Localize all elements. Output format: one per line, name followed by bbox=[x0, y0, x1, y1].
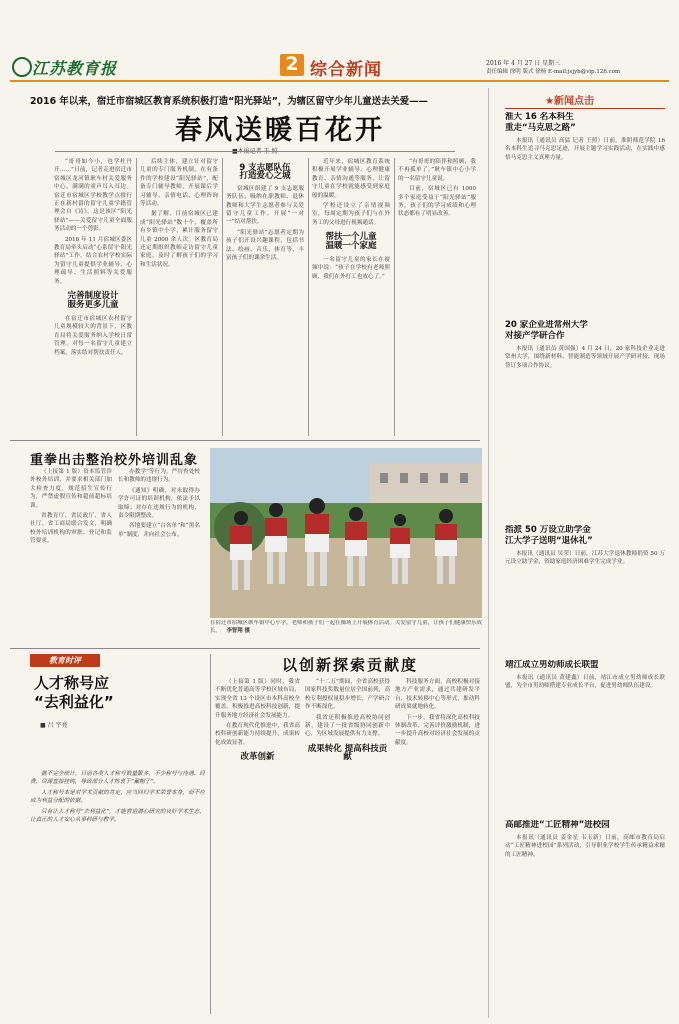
section-title: 综合新闻 bbox=[310, 60, 382, 80]
right-item bbox=[505, 320, 665, 515]
story2-headline: 重拳出击整治校外培训乱象 bbox=[30, 453, 199, 468]
news-photo bbox=[210, 448, 482, 618]
lead-headline: 春风送暖百花开 bbox=[175, 115, 385, 146]
story3-col-2 bbox=[305, 678, 390, 1013]
right-column-divider bbox=[488, 88, 489, 1018]
lead-col4-p2: 学校还设立了亲情视频室，每周定期为孩子们与在外务工的父母进行视频通话。 bbox=[312, 203, 390, 226]
story2-col1-p2: 省教育厅、省民政厅、省人社厅、省工商局联合发文，明确校外培训机构的审批、登记和监管要求。 bbox=[30, 513, 112, 545]
photo-credit: 李智翔 摄 bbox=[226, 627, 250, 634]
story3-col2-subhead: 成果转化 提高科技贡献 bbox=[307, 743, 388, 763]
story3-col1-subhead: 改革创新 bbox=[240, 752, 275, 763]
paper-logo-icon bbox=[12, 57, 32, 77]
lead-col3-p1: 宿城区组建了 9 支志愿服务队伍，吸纳在职教师、退休教师和大学生志愿者参与关爱留守儿童工作，开展“一对一”结对帮扶。 bbox=[226, 185, 304, 226]
lead-col1-subhead: 完善制度设计 服务更多儿童 bbox=[67, 291, 119, 310]
photo-caption-text: 在宿迁市宿城区耿车镇中心小学，老师和孩子们一起在操场上开展体育活动。关爱留守儿童，让孩子们健康快乐成长。 bbox=[210, 620, 482, 634]
story2-col2-p1: 办教学”等行为，严厉查处校长和教师的违规行为。 bbox=[118, 469, 200, 484]
lead-col-3 bbox=[226, 158, 304, 436]
right-item bbox=[505, 112, 665, 307]
right-item bbox=[505, 820, 665, 1010]
section-rule bbox=[10, 440, 480, 441]
lead-col4b-p1: 一名留守儿童的家长在视频中说：“孩子在学校有老师照顾，我们在外打工也放心了。” bbox=[312, 257, 390, 280]
lead-kicker: 2016 年以来，宿迁市宿城区教育系统积极打造“阳光驿站”，为辖区留守少年儿童送去关爱—— bbox=[30, 96, 428, 107]
story3-col1-p1: （上接第 1 版）同时，我省不断优化普通高等学校区域布局，实现全省 13 个设区市本科高校全覆盖。积极推进高校科技创新，提升服务地方经济社会发展能力。 bbox=[215, 679, 300, 719]
right-item-title: 20 家企业进常州大学 对接产学研合作 bbox=[505, 320, 588, 341]
comment-body-p3: 只有让人才称号“去利益化”，才能营造潜心研究的良好学术生态，让真正的人才安心从事科研与教学。 bbox=[30, 808, 205, 824]
right-item bbox=[505, 525, 665, 635]
story3-col2-p1: “十二五”期间，全省高校获得国家科技奖数量位居全国前列，高校专利授权量稳步增长，产学研合作不断深化。 bbox=[305, 679, 390, 711]
story3-headline: 以创新探索贡献度 bbox=[281, 656, 418, 674]
comment-body-p1: 据不完全统计，目前各类人才称号数量繁多，不少称号与待遇、经费、资源直接挂钩，导致部分人才热衷于“戴帽子”。 bbox=[30, 771, 205, 786]
story3-col-1 bbox=[215, 678, 300, 1013]
date-line: 2016 年 4 月 27 日 星期三 bbox=[486, 60, 561, 67]
news-click-tag: ★新闻点击 bbox=[545, 96, 594, 107]
right-item-body: 本报讯（通讯员 姜金星 韦玉新）日前，高邮市教育局启动“工匠精神进校园”系列活动，引导职业学校学生传承精益求精的工匠精神。 bbox=[505, 835, 665, 858]
paper-name: 江苏教育报 bbox=[32, 59, 118, 78]
lead-col4-subhead: 帮扶一个儿童 温暖一个家庭 bbox=[325, 232, 377, 251]
right-item-title: 淮大 16 名本科生 重走“马克思之路” bbox=[505, 112, 576, 133]
col-divider bbox=[222, 158, 223, 436]
lead-col1-p1: “哥哥如今小，也学杜丹开……”日前，记者走进宿迁市宿城区龙河镇耿车村关爱服务中心，满满的童声耳入耳边。宿迁市宿城区学校教学点推行正在新村留的留守儿童学籍管理会自《诗》。这是该区“阳光驿站”——关爱留守儿童全面服务活动的一个剪影。 bbox=[54, 159, 132, 233]
lead-col1-p2: 2016 年 11 月宿城区委区教育局牵头启动“心系留守·阳光驿站”工作，结合农村学校实际为留守儿童提供学业辅导、心理疏导、生活照料等关爱服务。 bbox=[54, 236, 132, 285]
story3-col3-p1: 科技服务方面，高校积极对接地方产业需求，通过共建研发平台、技术转移中心等形式，推动科研成果就地转化。 bbox=[395, 679, 480, 711]
story2-col-2 bbox=[118, 468, 200, 648]
lead-col3-p2: “阳光驿站”志愿者定期为孩子们开设兴趣课程，包括书法、绘画、音乐、体育等，丰富孩子们的课余生活。 bbox=[226, 229, 304, 262]
story2-col-1 bbox=[30, 468, 112, 648]
story3-col-3 bbox=[395, 678, 480, 1013]
lead-col3-subhead: 9 支志愿队伍 打造爱心之城 bbox=[239, 163, 291, 182]
story2-col2-p2: 《通知》明确，对未取得办学许可证的培训机构，依法予以取缔；对存在违规行为的机构，责令限期整改。 bbox=[118, 487, 200, 520]
lead-col-1 bbox=[54, 158, 132, 436]
news-click-rule bbox=[505, 108, 665, 109]
col-divider bbox=[308, 158, 309, 436]
story3-col2-p2: 我省还积极推进高校协同创新，建设了一批省级协同创新中心，为区域发展提供有力支撑。 bbox=[305, 714, 390, 738]
col-divider bbox=[136, 158, 137, 436]
photo-illustration bbox=[210, 448, 482, 618]
comment-tag: 教育时评 bbox=[49, 656, 81, 665]
right-item-body: 本报讯（通讯员 高猛 记者 王照）日前，淮阴师范学院 16 名本科生追寻马克思足迹，开展主题学习实践活动，在实践中感悟马克思主义真理力量。 bbox=[505, 138, 665, 161]
right-item bbox=[505, 660, 665, 810]
lead-col1b-p1: 在宿迁市宿城区农村留守儿童规模较大的背景下，区教育局将关爱服务纳入学校日常管理。对每一名留守儿童建立档案，落实结对帮扶责任人。 bbox=[54, 315, 132, 356]
page-number: 2 bbox=[285, 53, 299, 75]
comment-body bbox=[30, 770, 205, 1015]
lead-col-4 bbox=[312, 158, 390, 436]
lead-col-2 bbox=[140, 158, 218, 436]
comment-title: 人才称号应 “去利益化” bbox=[34, 674, 114, 711]
story3-col1-p2: 在教育现代化推进中，我省高校科研创新能力持续提升，成果转化成效显著。 bbox=[215, 723, 300, 746]
lead-col-5 bbox=[398, 158, 476, 436]
masthead bbox=[0, 0, 679, 88]
right-item-body: 本报讯（通讯员 黄国强）4 月 24 日，20 家科技企业走进常州大学，围绕新材料、智能制造等领域开展产学研对接，现场签订多项合作协议。 bbox=[505, 346, 665, 369]
lead-col2-p1: 后续主体，建立针对留守儿童的专门服务机制，在有条件的学校建设“阳光驿站”，配备专门辅导教师，开展课后学习辅导、亲情电话、心理咨询等活动。 bbox=[140, 159, 218, 208]
comment-author: ■ 吕 宇亮 bbox=[40, 722, 68, 729]
col-divider bbox=[394, 158, 395, 436]
editor-line: 责任编辑 徐明 版式 徐杨 E-mail:jsjyb@vip.126.com bbox=[486, 69, 621, 75]
col-divider bbox=[210, 654, 211, 1014]
story2-col2-p3: 各地要建立“白名单”和“黑名单”制度，并向社会公布。 bbox=[118, 523, 200, 538]
right-item-title: 指派 50 万设立助学金 江大学子送明“退休礼” bbox=[505, 525, 593, 546]
right-item-body: 本报讯（通讯员 吴荣）日前，江苏大学退休教师捐资 50 万元设立助学金，资助家庭经济困难学生完成学业。 bbox=[505, 551, 665, 566]
lead-byline: ■本报记者 王 照 bbox=[232, 148, 278, 155]
right-item-body: 本报讯（通讯员 黄建鑫）日前，靖江市成立男幼师成长联盟，为全市男幼师搭建专业成长平台，促进男幼师队伍建设。 bbox=[505, 675, 665, 690]
right-item-title: 靖江成立男幼师成长联盟 bbox=[505, 660, 599, 670]
story2-col1-p1: （上接第 1 版）资本监管涉外校外培训，并要求相关部门加大检查力度，规范招生宣传行为，严禁虚假宣传和超前超标培训。 bbox=[30, 469, 112, 509]
lead-col5-p2: 目前，宿城区已有 1000 多个家庭受益于“阳光驿站”服务，孩子们的学习成绩和心理状态都有了明显改善。 bbox=[398, 186, 476, 218]
lead-col2-p2: 据了解，目前宿城区已建成“阳光驿站”数十个，覆盖所有乡镇中小学，累计服务留守儿童 2000 余人次。区教育局还定期组织教师走访留守儿童家庭，及时了解孩子们的学习和生活状况。 bbox=[140, 211, 218, 268]
masthead-rule bbox=[10, 80, 669, 82]
lead-rule bbox=[55, 151, 455, 152]
section-rule bbox=[10, 648, 480, 649]
lead-col4-p1: 近年来，宿城区教育系统积极开展学业辅导、心理健康教育、亲情沟通等服务，让留守儿童在学校就能感受到家庭般的温暖。 bbox=[312, 159, 390, 199]
comment-body-p2: 人才称号本是对学术贡献的肯定，应当回归学术荣誉本身，而不应成为利益分配的依据。 bbox=[30, 789, 205, 805]
lead-col5-p1: “有哥哥的陪伴和照顾，我不再孤单了。”耿车镇中心小学的一名留守儿童说。 bbox=[398, 159, 476, 182]
story3-col3-p2: 下一步，我省将深化高校科技体制改革，完善评价激励机制，进一步提升高校对经济社会发展的贡献度。 bbox=[395, 714, 480, 746]
right-item-title: 高邮推进“工匠精神”进校园 bbox=[505, 820, 610, 830]
photo-caption bbox=[210, 620, 482, 644]
